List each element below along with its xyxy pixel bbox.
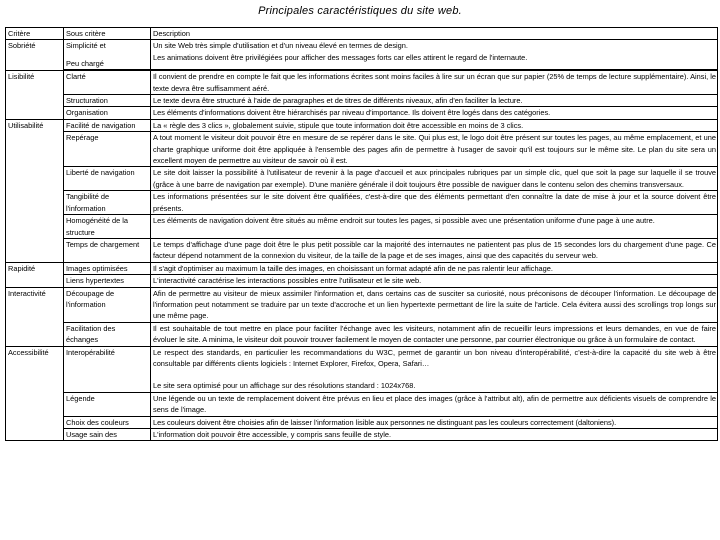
description-cell: Les éléments d'informations doivent être hiérarchisés par niveau d'importance. Ils doivent être logés dans des catégories. xyxy=(151,107,718,119)
table-row xyxy=(6,132,718,167)
description-cell: Le texte devra être structuré à l'aide de paragraphes et de titres de différents niveaux, afin d'en faciliter la lecture. xyxy=(151,95,718,107)
sous-critere-cell xyxy=(64,40,151,70)
sous-critere-cell: Clarté xyxy=(64,71,151,95)
sous-critere-cell: Structuration xyxy=(64,95,151,107)
sous-critere-text-2: Peu chargé xyxy=(66,58,104,68)
sous-critere-cell: Facilitation des échanges xyxy=(64,322,151,346)
critere-cell: Utilisabilité xyxy=(6,119,64,262)
sous-critere-cell: Tangibilité de l'information xyxy=(64,191,151,215)
description-cell: Une légende ou un texte de remplacement doivent être prévus en lieu et place des images (grâce à l'attribut alt), afin de permettre aux déficients visuels de comprendre le sens de l'image. xyxy=(151,392,718,416)
header-sous-critere: Sous critère xyxy=(64,28,151,40)
description-cell: Il convient de prendre en compte le fait que les informations écrites sont moins faciles à lire sur un écran que sur papier (25% de temps de lecture supplémentaire). Ainsi, le texte devra être suffisamment aéré. xyxy=(151,71,718,95)
table-row xyxy=(6,167,718,191)
description-cell: Le temps d'affichage d'une page doit être le plus petit possible car la majorité des internautes ne patientent pas plus de 15 secondes lors du chargement d'une page. Ce facteur dépend notamment de la connexion du visiteur, de la taille de la page et de ses images, ainsi que des capacités du serveur web. xyxy=(151,238,718,262)
description-cell: Il est souhaitable de tout mettre en place pour faciliter l'échange avec les visiteurs, notamment afin de recueillir leurs impressions et leurs demandes, en vue de faire évoluer le site. A minima, le visiteur doit pouvoir trouver facilement le moyen de contacter une personne, par courrier électronique ou grâce à un formulaire de contact. xyxy=(151,322,718,346)
description-text-2: Le site sera optimisé pour un affichage sur des résolutions standard : 1024x768. xyxy=(153,381,416,391)
table-row xyxy=(6,191,718,215)
sous-critere-cell: Organisation xyxy=(64,107,151,119)
sous-critere-cell: Choix des couleurs xyxy=(64,416,151,428)
table-row xyxy=(6,392,718,416)
header-description: Description xyxy=(151,28,718,40)
description-cell: Le site doit laisser la possibilité à l'utilisateur de revenir à la page d'accueil et aux principales rubriques par un simple clic, quel que soit la page sur laquelle il se trouve (grâce à une barre de navigation par exemple). D'une manière générale il doit toujours être possible de naviguer dans le contenu selon des chemins transversaux. xyxy=(151,167,718,191)
critere-cell: Sobriété xyxy=(6,40,64,71)
description-cell: L'interactivité caractérise les interactions possibles entre l'utilisateur et le site web. xyxy=(151,275,718,287)
header-critere: Critère xyxy=(6,28,64,40)
critere-cell: Accessibilité xyxy=(6,346,64,441)
sous-critere-cell: Interopérabilité xyxy=(64,346,151,392)
sous-critere-cell: Facilité de navigation xyxy=(64,119,151,131)
table-row xyxy=(6,71,718,95)
table-row xyxy=(6,429,718,441)
table-header-row xyxy=(6,28,718,40)
description-cell xyxy=(151,40,718,70)
critere-cell: Interactivité xyxy=(6,287,64,346)
description-cell: Les informations présentées sur le site doivent être qualifiées, c'est-à-dire que des éléments permettant d'en connaître la date de mise à jour et la source doivent être présents. xyxy=(151,191,718,215)
description-cell: L'information doit pouvoir être accessible, y compris sans feuille de style. xyxy=(151,429,718,441)
table-row xyxy=(6,416,718,428)
table-row xyxy=(6,40,718,70)
description-cell: Il s'agit d'optimiser au maximum la taille des images, en choisissant un format adapté afin de ne pas ralentir leur affichage. xyxy=(151,262,718,274)
table-row xyxy=(6,287,718,322)
sous-critere-cell: Liberté de navigation xyxy=(64,167,151,191)
description-cell: La « règle des 3 clics », globalement suivie, stipule que toute information doit être accessible en moins de 3 clics. xyxy=(151,119,718,131)
table-row xyxy=(6,95,718,107)
sous-critere-cell: Images optimisées xyxy=(64,262,151,274)
sous-critere-cell: Homogénéité de la structure xyxy=(64,215,151,239)
sous-critere-cell: Repérage xyxy=(64,132,151,167)
description-cell: Les couleurs doivent être choisies afin de laisser l'information lisible aux personnes ne distinguant pas les couleurs correctement (daltoniens). xyxy=(151,416,718,428)
description-text: Un site Web très simple d'utilisation et d'un niveau élevé en termes de design. xyxy=(153,41,408,51)
sous-critere-text: Simplicité et xyxy=(66,41,106,51)
description-cell xyxy=(151,346,718,392)
description-text: Le respect des standards, en particulier les recommandations du W3C, permet de garantir un bon niveau d'interopérabilité, c'est-à-dire la capacité du site web à être consultable par différents clients logiciels : Internet Explorer, Firefox, Opera, Safari… xyxy=(153,347,716,368)
table-row xyxy=(6,262,718,274)
page-title: Principales caractéristiques du site web. xyxy=(258,5,462,17)
description-cell: A tout moment le visiteur doit pouvoir être en mesure de se repérer dans le site. Qui plus est, le logo doit être présent sur toutes les pages, au même emplacement, et une charte graphique uniforme doit être appliquée à l'ensemble des pages afin de permettre à l'usager de savoir qu'il est toujours sur le même site. Le plan du site sera un excellent moyen de permettre au visiteur de savoir où il est. xyxy=(151,132,718,167)
table-row xyxy=(6,275,718,287)
table-row xyxy=(6,215,718,239)
table-row xyxy=(6,346,718,392)
description-text-2: Les animations doivent être privilégiées pour afficher des messages forts car elles attirent le regard de l'internaute. xyxy=(153,52,528,62)
sous-critere-cell: Usage sain des xyxy=(64,429,151,441)
table-row xyxy=(6,322,718,346)
table-row xyxy=(6,107,718,119)
table-row xyxy=(6,119,718,131)
critere-cell: Rapidité xyxy=(6,262,64,287)
description-cell: Les éléments de navigation doivent être situés au même endroit sur toutes les pages, si possible avec une présentation uniforme d'une page à une autre. xyxy=(151,215,718,239)
description-cell: Afin de permettre au visiteur de mieux assimiler l'information et, dans certains cas de susciter sa curiosité, nous préconisons de découper l'information. Le découpage de l'information peut notamment se traduire par un texte d'accroche et un lien hypertexte permettant de lire la suite de l'article. Cela évitera aussi des scrollings trop longs sur une même page. xyxy=(151,287,718,322)
sous-critere-cell: Légende xyxy=(64,392,151,416)
sous-critere-cell: Liens hypertextes xyxy=(64,275,151,287)
sous-critere-cell: Découpage de l'information xyxy=(64,287,151,322)
table-row xyxy=(6,238,718,262)
characteristics-table xyxy=(5,27,718,441)
critere-cell: Lisibilité xyxy=(6,71,64,120)
sous-critere-cell: Temps de chargement xyxy=(64,238,151,262)
